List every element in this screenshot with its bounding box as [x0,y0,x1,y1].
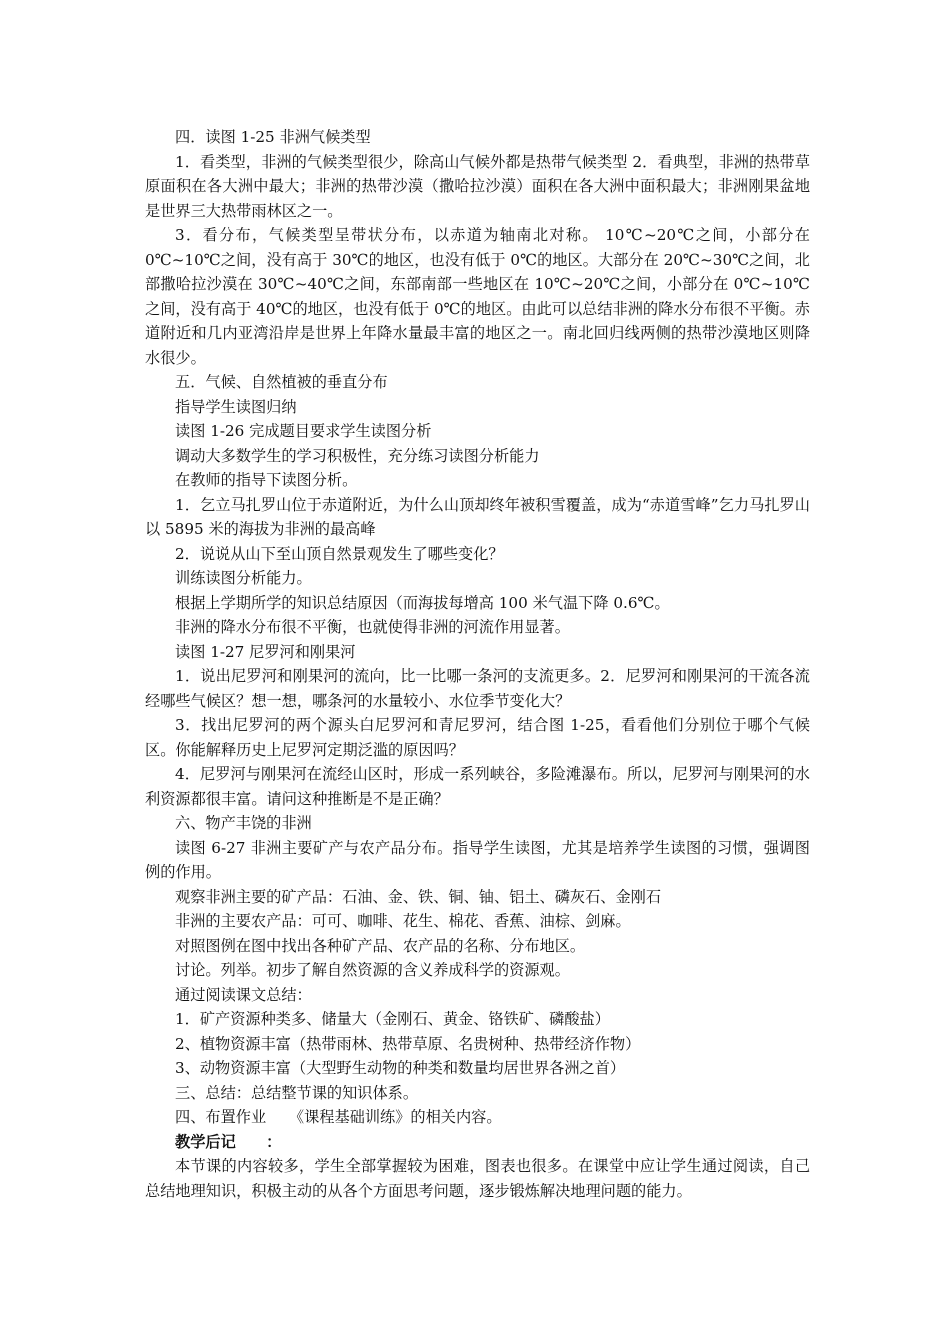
paragraph-read-figure-6-27: 读图 6-27 非洲主要矿产与农产品分布。指导学生读图，尤其是培养学生读图的习惯，强调图例的作用。 [145,838,810,881]
paragraph-teacher-guidance: 在教师的指导下读图分析。 [175,471,358,489]
paragraph-climate-distribution: 3．看分布，气候类型呈带状分布，以赤道为轴南北对称。 10℃~20℃之间，小部分在 0℃~10℃之间，没有高于 30℃的地区，也没有低于 0℃的地区。大部分在 20℃~30℃之间，北部撒哈拉沙漠在 30℃~40℃之间，东部南部一些地区在 10℃~20℃之间，小部分在 0℃~10℃之间，没有高于 40℃的地区，也没有低于 0℃的地区。由此可以总结非洲的降水分布很不平衡。赤道附近和几内亚湾沿岸是世界上年降水量最丰富的地区之一。南北回归线两侧的热带沙漠地区则降水很少。 [145,226,810,367]
paragraph-summary-plants: 2、植物资源丰富（热带雨林、热带草原、名贵树种、热带经济作物） [175,1034,641,1053]
paragraph-agriculture: 非洲的主要农产品：可可、咖啡、花生、棉花、香蕉、油棕、剑麻。 [175,912,631,930]
section-heading-vertical-distribution: 五．气候、自然植被的垂直分布 [175,373,388,391]
document-body [145,125,810,1203]
afterword-heading: 教学后记 ： [175,1132,282,1151]
paragraph-training: 训练读图分析能力。 [175,569,312,587]
paragraph-read-figure-1-27: 读图 1-27 尼罗河和刚果河 [175,642,356,661]
paragraph-guide: 指导学生读图归纳 [175,397,297,416]
paragraph-reason: 根据上学期所学的知识总结原因（而海拔每增高 100 米气温下降 0.6℃。 [175,593,670,612]
paragraph-summary-minerals: 1．矿产资源种类多、储量大（金刚石、黄金、铬铁矿、磷酸盐） [175,1010,610,1028]
paragraph-summary-animals: 3、动物资源丰富（大型野生动物的种类和数量均居世界各洲之首） [175,1059,626,1077]
paragraph-minerals: 观察非洲主要的矿产品：石油、金、铁、铜、铀、铝土、磷灰石、金刚石 [175,887,661,906]
paragraph-legend: 对照图例在图中找出各种矿产品、农产品的名称、分布地区。 [175,936,586,955]
paragraph-landscape-change: 2．说说从山下至山顶自然景观发生了哪些变化？ [175,544,504,563]
paragraph-summary-intro: 通过阅读课文总结： [175,985,312,1004]
section-heading-climate-types: 四．读图 1-25 非洲气候类型 [175,128,371,146]
paragraph-conclusion: 三、总结：总结整节课的知识体系。 [175,1083,418,1102]
paragraph-rivers: 非洲的降水分布很不平衡，也就使得非洲的河流作用显著。 [175,618,570,636]
paragraph-discussion: 讨论。列举。初步了解自然资源的含义养成科学的资源观。 [175,961,570,979]
paragraph-read-figure-1-26: 读图 1-26 完成题目要求学生读图分析 [175,422,432,440]
paragraph-homework: 四、布置作业 《课程基础训练》的相关内容。 [175,1108,502,1126]
paragraph-motivate: 调动大多数学生的学习积极性，充分练习读图分析能力 [175,446,540,465]
section-heading-resources: 六、物产丰饶的非洲 [175,814,312,832]
paragraph-nile-source: 3．找出尼罗河的两个源头白尼罗河和青尼罗河，结合图 1-25，看看他们分别位于哪个气候区。你能解释历史上尼罗河定期泛滥的原因吗？ [145,716,810,759]
paragraph-climate-type: 1．看类型，非洲的气候类型很少，除高山气候外都是热带气候类型 2．看典型，非洲的热带草原面积在各大洲中最大；非洲的热带沙漠（撒哈拉沙漠）面积在各大洲中面积最大；非洲刚果盆地是世界三大热带雨林区之一。 [145,152,810,220]
paragraph-kilimanjaro: 1．乞立马扎罗山位于赤道附近，为什么山顶却终年被积雪覆盖，成为“赤道雪峰”乞力马扎罗山以 5895 米的海拔为非洲的最高峰 [145,495,810,538]
paragraph-afterword: 本节课的内容较多，学生全部掌握较为困难，图表也很多。在课堂中应让学生通过阅读，自己总结地理知识，积极主动的从各个方面思考问题，逐步锻炼解决地理问题的能力。 [145,1157,810,1200]
paragraph-river-flow: 1．说出尼罗河和刚果河的流向，比一比哪一条河的支流更多。2．尼罗河和刚果河的干流各流经哪些气候区？想一想，哪条河的水量较小、水位季节变化大？ [145,667,810,710]
paragraph-canyon: 4．尼罗河与刚果河在流经山区时，形成一系列峡谷，多险滩瀑布。所以，尼罗河与刚果河的水利资源都很丰富。请问这种推断是不是正确？ [145,765,810,808]
